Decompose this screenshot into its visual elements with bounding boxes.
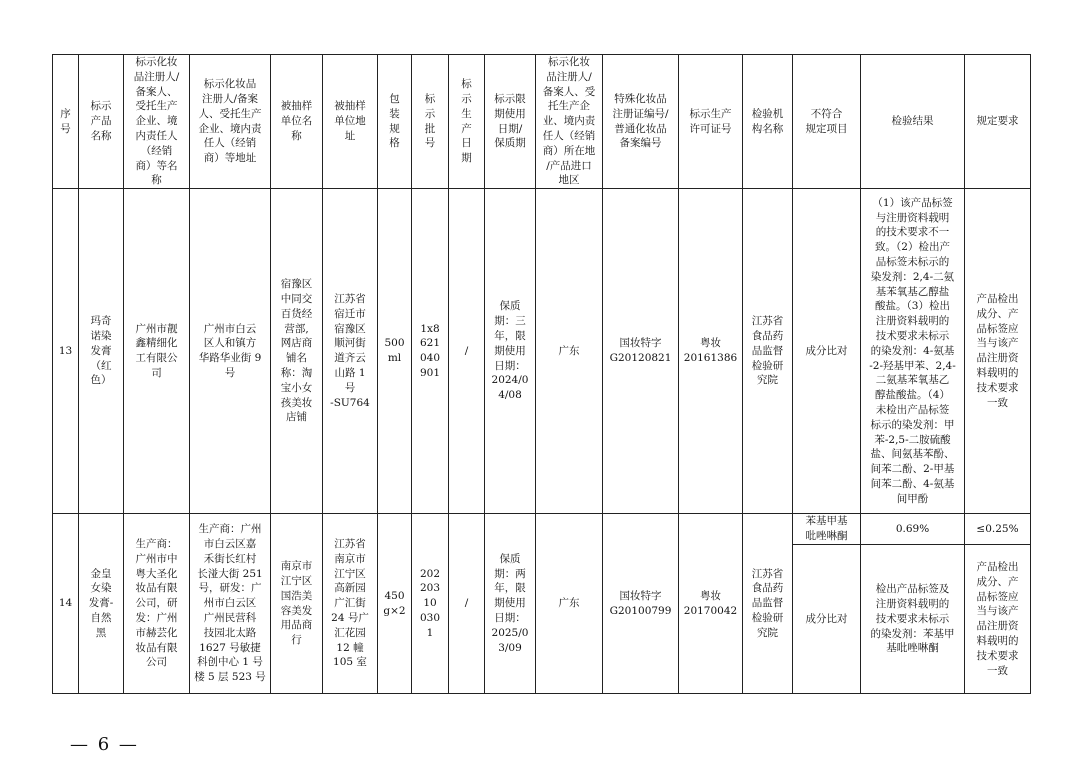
header-cell: 标 示 生 产 日 期 (449, 55, 485, 189)
header-cell: 被抽样 单位名 称 (271, 55, 323, 189)
company-address: 广州市白云 区人和镇方 华路华业街 9 号 (190, 189, 271, 514)
product-name: 金皇 女染 发膏- 自然 黑 (79, 514, 124, 694)
inspection-table (52, 54, 1031, 694)
registration-number: 国妆特字 G20120821 (603, 189, 679, 514)
expiry-date: 保质 期：两 年，限 期使用 日期： 2025/0 3/09 (485, 514, 536, 694)
header-cell: 包 装 规 格 (378, 55, 412, 189)
inspection-result: 0.69% (861, 514, 965, 545)
requirement: 产品检出 成分、产 品标签应 当与该产 品注册资 料载明的 技术要求 一致 (965, 189, 1031, 514)
nonconforming-item: 成分比对 (793, 189, 861, 514)
origin-region: 广东 (536, 514, 603, 694)
table-row (53, 189, 1031, 514)
header-cell: 标示限 期使用 日期/ 保质期 (485, 55, 536, 189)
sampled-unit-address: 江苏省 宿迁市 宿豫区 顺河街 道齐云 山路 1 号 -SU764 (323, 189, 378, 514)
nonconforming-item: 苯基甲基 吡唑啉酮 (793, 514, 861, 545)
page-number: — 6 — (70, 734, 139, 755)
table-header-row (53, 55, 1031, 189)
header-cell: 标示 产品 名称 (79, 55, 124, 189)
company-address: 生产商：广州 市白云区嘉 禾街长红村 长湴大街 251 号，研发：广 州市白云区 广州民营科 技园北太路 1627 号敏捷 科创中心 1 号 楼 5 层 523 号 (190, 514, 271, 694)
row-number: 13 (53, 189, 79, 514)
sampled-unit-name: 宿豫区 中同交 百货经 营部, 网店商 铺名 称：淘 宝小女 孩美妆 店铺 (271, 189, 323, 514)
sampled-unit-address: 江苏省 南京市 江宁区 高新园 广汇街 24 号广 汇花园 12 幢 105 室 (323, 514, 378, 694)
inspection-agency: 江苏省 食品药 品监督 检验研 究院 (743, 189, 793, 514)
header-cell: 序 号 (53, 55, 79, 189)
header-cell: 特殊化妆品 注册证编号/ 普通化妆品 备案编号 (603, 55, 679, 189)
inspection-result: （1）该产品标签 与注册资料载明 的技术要求不一 致。（2）检出产 品标签未标示的 染发剂：2,4-二氨 基苯氧基乙醇盐 酸盐。（3）检出 注册资料载明的 技术要求未标示 的染发剂：4-氨基 -2-羟基甲苯、2,4- 二氨基苯氧基乙 醇盐酸盐。（4） 未检出产品标签 标示的染发剂：甲 苯-2,5-二胺硫酸 盐、间氨基苯酚、 间苯二酚、2-甲基 间苯二酚、4-氨基 间甲酚 (861, 189, 965, 514)
header-cell: 检验机 构名称 (743, 55, 793, 189)
production-license: 粤妆 20161386 (679, 189, 743, 514)
inspection-agency: 江苏省 食品药 品监督 检验研 究院 (743, 514, 793, 694)
header-cell: 标示化妆品 注册人/备案 人、受托生产 企业、境内责 任人（经销 商）等地址 (190, 55, 271, 189)
header-cell: 检验结果 (861, 55, 965, 189)
header-cell: 不符合 规定项目 (793, 55, 861, 189)
header-cell: 被抽样 单位地 址 (323, 55, 378, 189)
header-cell: 规定要求 (965, 55, 1031, 189)
header-cell: 标示化妆 品注册人/ 备案人、 受托生产 企业、境 内责任人 （经销 商）等名 称 (124, 55, 190, 189)
requirement: ≤0.25% (965, 514, 1031, 545)
product-name: 玛奇 诺染 发膏 （红 色） (79, 189, 124, 514)
registration-number: 国妆特字 G20100799 (603, 514, 679, 694)
origin-region: 广东 (536, 189, 603, 514)
package-spec: 500 ml (378, 189, 412, 514)
row-number: 14 (53, 514, 79, 694)
requirement: 产品检出 成分、产 品标签应 当与该产 品注册资 料载明的 技术要求 一致 (965, 545, 1031, 694)
inspection-result: 检出产品标签及 注册资料载明的 技术要求未标示 的染发剂：苯基甲 基吡唑啉酮 (861, 545, 965, 694)
production-license: 粤妆 20170042 (679, 514, 743, 694)
nonconforming-item: 成分比对 (793, 545, 861, 694)
expiry-date: 保质 期：三 年，限 期使用 日期： 2024/0 4/08 (485, 189, 536, 514)
company-name: 广州市靓 鑫精细化 工有限公 司 (124, 189, 190, 514)
batch-number: 202 203 10 030 1 (412, 514, 449, 694)
production-date: / (449, 189, 485, 514)
table-row (53, 514, 1031, 545)
production-date: / (449, 514, 485, 694)
header-cell: 标示化妆 品注册人/ 备案人、受 托生产企 业、境内责 任人（经销 商）所在地 /产品进口 地区 (536, 55, 603, 189)
package-spec: 450 g×2 (378, 514, 412, 694)
sampled-unit-name: 南京市 江宁区 国浩美 容美发 用品商 行 (271, 514, 323, 694)
batch-number: 1x8 621 040 901 (412, 189, 449, 514)
header-cell: 标示生产 许可证号 (679, 55, 743, 189)
company-name: 生产商： 广州市中 粤大圣化 妆品有限 公司，研 发：广州 市赫芸化 妆品有限 公司 (124, 514, 190, 694)
header-cell: 标 示 批 号 (412, 55, 449, 189)
